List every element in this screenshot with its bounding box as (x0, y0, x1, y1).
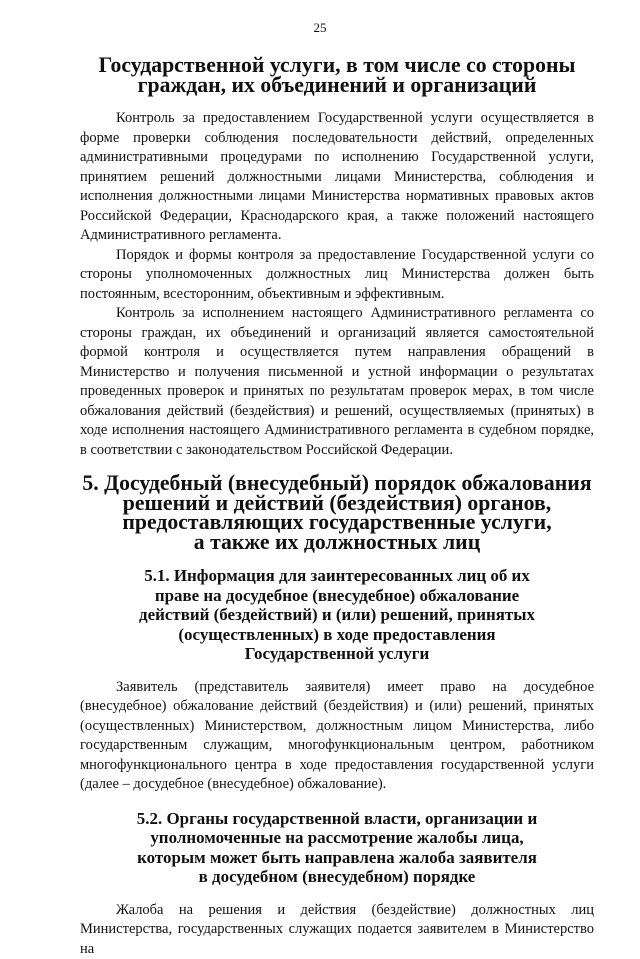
page-number: 25 (0, 20, 640, 36)
document-body (80, 56, 594, 959)
section-5-heading (80, 474, 594, 552)
heading-line: решений и действий (бездействия) органов, (80, 494, 594, 514)
heading-line: которым может быть направлена жалоба заявителя (80, 848, 594, 868)
heading-line: а также их должностных лиц (80, 533, 594, 553)
section-5-1-heading (80, 566, 594, 664)
heading-line: Государственной услуги, в том числе со стороны (80, 56, 594, 76)
heading-line: в досудебном (внесудебном) порядке (80, 867, 594, 887)
paragraph-appeal-right: Заявитель (представитель заявителя) имеет право на досудебное (внесудебное) обжалование действий (бездействия) и (или) решений, принятых (осуществленных) Министерством, должностным лицом Министерства, либо государственным служащим, многофункциональным центром, работником многофункционального центра в ходе предоставления государственной услуги (далее – досудебное (внесудебное) обжалование). (80, 678, 594, 795)
heading-line: 5.1. Информация для заинтересованных лиц об их (80, 566, 594, 586)
section-5-2-heading (80, 809, 594, 887)
heading-line: 5. Досудебный (внесудебный) порядок обжалования (80, 474, 594, 494)
paragraph-control-form: Контроль за предоставлением Государственной услуги осуществляется в форме проверки соблюдения последовательности действий, определенных административными процедурами по исполнению Государственной услуги, принятием решений должностными лицами Министерства, соблюдения и исполнения должностными лицами Министерства нормативных правовых актов Российской Федерации, Краснодарского края, а также положений настоящего Административного регламента. (80, 109, 594, 246)
paragraph-control-order: Порядок и формы контроля за предоставление Государственной услуги со стороны уполномоченных должностных лиц Министерства должен быть постоянным, всесторонним, объективным и эффективным. (80, 246, 594, 305)
paragraph-complaint: Жалоба на решения и действия (бездействие) должностных лиц Министерства, государственных служащих подается заявителем в Министерство на (80, 901, 594, 959)
heading-line: предоставляющих государственные услуги, (80, 513, 594, 533)
heading-line: действий (бездействий) и (или) решений, принятых (80, 605, 594, 625)
heading-line: Государственной услуги (80, 644, 594, 664)
heading-line: (осуществленных) в ходе предоставления (80, 625, 594, 645)
heading-line: уполномоченные на рассмотрение жалобы лица, (80, 828, 594, 848)
heading-line: граждан, их объединений и организаций (80, 76, 594, 96)
heading-line: 5.2. Органы государственной власти, организации и (80, 809, 594, 829)
heading-control-by-citizens (80, 56, 594, 95)
heading-line: праве на досудебное (внесудебное) обжалование (80, 586, 594, 606)
paragraph-citizen-control: Контроль за исполнением настоящего Административного регламента со стороны граждан, их объединений и организаций является самостоятельной формой контроля и осуществляется путем направления обращений в Министерство и получения письменной и устной информации о результатах проведенных проверок и принятых по результатам проверок мерах, в том числе обжалования действий (бездействия) и решений, осуществляемых (принятых) в ходе исполнения настоящего Административного регламента в судебном порядке, в соответствии с законодательством Российской Федерации. (80, 304, 594, 460)
